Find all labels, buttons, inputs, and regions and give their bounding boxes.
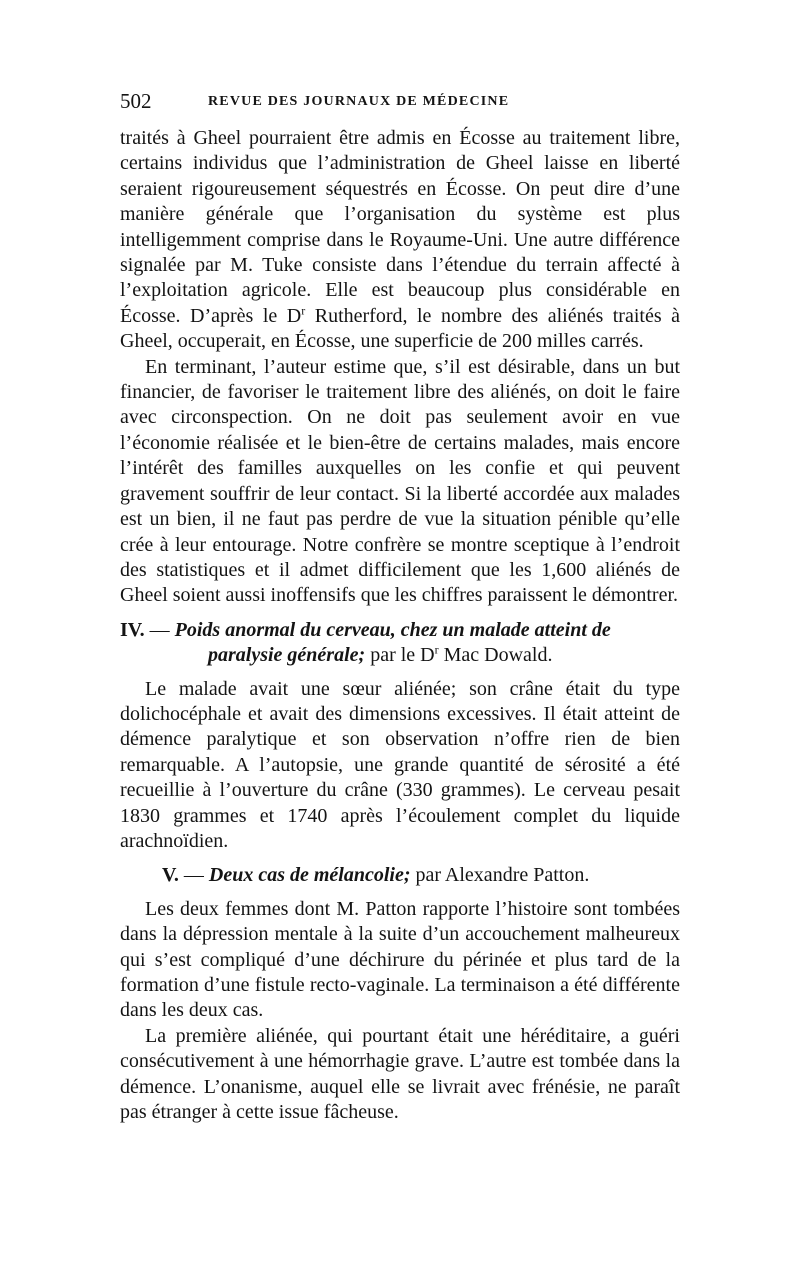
heading-line (120, 643, 680, 668)
paragraph-outcomes: La première aliénée, qui pourtant était une héréditaire, a guéri consécutivement à une hémorrhagie grave. L’autre est tombée dans la démence. L’onanisme, auquel elle se livrait avec frénésie, ne paraît pas étranger à cette issue fâcheuse. (120, 1024, 680, 1124)
section-heading-iv (120, 618, 680, 669)
article-text (120, 126, 680, 1125)
section-numeral: IV. (120, 618, 145, 641)
section-title: Poids anormal du cerveau, chez un malade atteint de (174, 618, 611, 641)
section-author: Mac Dowald. (438, 644, 553, 667)
paragraph-two-women: Les deux femmes dont M. Patton rapporte l’histoire sont tombées dans la dépression mentale à la suite d’un accouchement malheureux qui s’est compliqué d’une déchirure du périnée et plus tard de la formation d’une fistule recto-vaginale. La terminaison a été différente dans les deux cas. (120, 897, 680, 1022)
heading-dash: — (178, 864, 209, 887)
section-title: paralysie générale; (208, 644, 366, 667)
section-title: Deux cas de mélancolie; (208, 864, 411, 887)
section-author: par le D (365, 644, 435, 667)
heading-line (120, 618, 680, 643)
heading-dash: — (144, 618, 175, 641)
paragraph-gheel-comparison (120, 126, 680, 355)
paragraph-brain-weight: Le malade avait une sœur aliénée; son crâne était du type dolichocéphale et avait des dimensions excessives. Il était atteint de démence paralytique et son observation n’offre rien de bien remarquable. A l’autopsie, une grande quantité de sérosité a été recueillie à l’ouverture du crâne (330 grammes). Le cerveau pesait 1830 grammes et 1740 après l’écoulement complet du liquide arachnoïdien. (120, 677, 680, 852)
page-number: 502 (120, 89, 152, 113)
paragraph-text: Rutherford, le nombre des aliénés traités à Gheel, occuperait, en Écosse, une superficie de 200 milles carrés. (120, 304, 680, 353)
section-heading-v (120, 863, 680, 888)
section-numeral: V. (162, 864, 179, 887)
paragraph-text: traités à Gheel pourraient être admis en Écosse au traitement libre, certains individus que l’administration de Gheel laisse en liberté seraient rigoureusement séquestrés en Écosse. On peut dire d’une manière générale que l’organisation du système est plus intelligemment comprise dans le Royaume-Uni. Une autre différence signalée par M. Tuke consiste dans l’étendue du terrain affecté à l’exploitation agricole. Elle est beaucoup plus considérable en Écosse. D’après le D (120, 127, 680, 327)
paragraph-conclusion: En terminant, l’auteur estime que, s’il est désirable, dans un but financier, de favoriser le traitement libre des aliénés, on doit le faire avec circonspection. On ne doit pas seulement avoir en vue l’économie réalisée et le bien-être de certains malades, mais encore l’intérêt des familles auxquelles on les confie et qui peuvent gravement souffrir de leur contact. Si la liberté accordée aux malades est un bien, il ne faut pas perdre de vue la situation pénible qu’elle crée à leur entourage. Notre confrère se montre sceptique à l’endroit des statistiques et il admet difficilement que les 1,600 aliénés de Gheel soient aussi inoffensifs que les chiffres paraissent le démontrer. (120, 355, 680, 607)
section-author: par Alexandre Patton. (410, 864, 590, 887)
journal-title: REVUE DES JOURNAUX DE MÉDECINE (208, 94, 510, 109)
superscript: r (434, 642, 439, 657)
running-head (120, 88, 680, 114)
superscript: r (301, 303, 306, 318)
